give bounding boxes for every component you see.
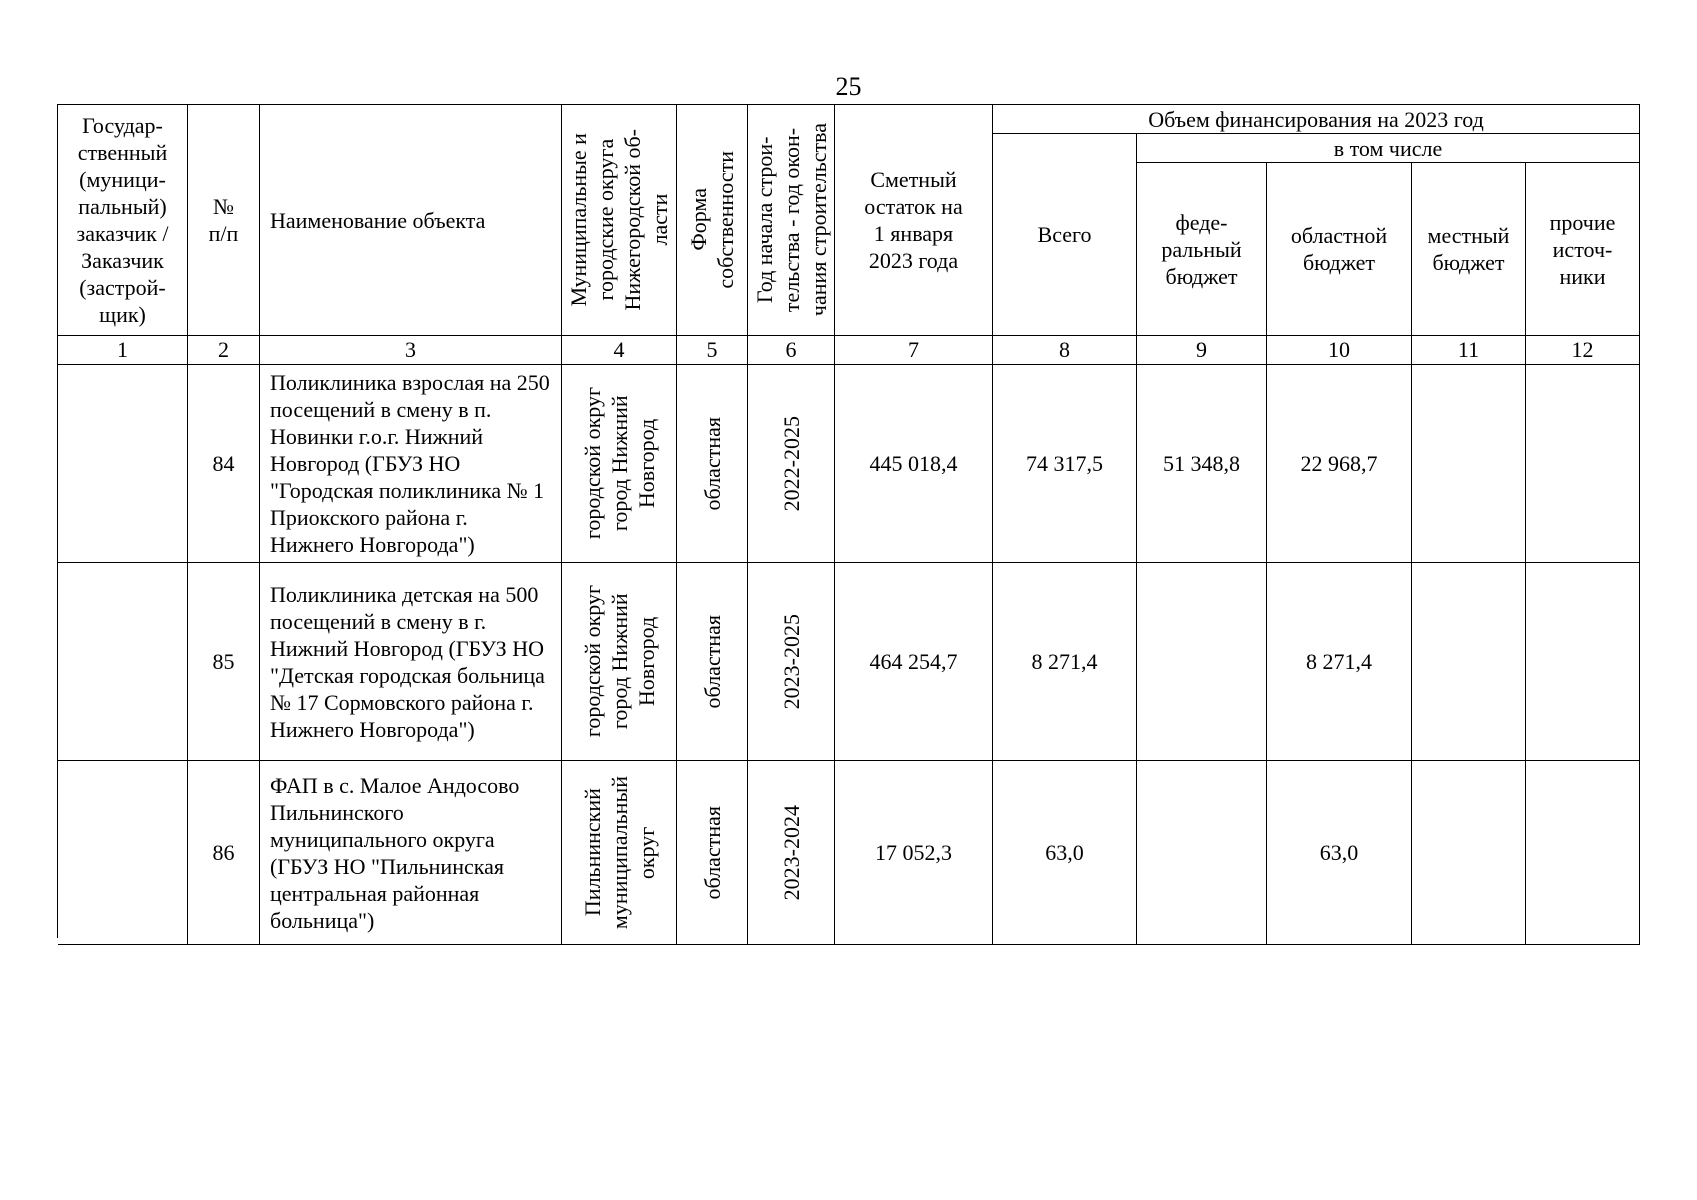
row-84-total: 74 317,5: [993, 365, 1137, 563]
row-84-regional: 22 968,7: [1267, 365, 1412, 563]
column-number: 3: [260, 336, 562, 365]
row-86-regional: 63,0: [1267, 761, 1412, 945]
row-86-object-name: ФАП в с. Малое Андосово Пильнинского муниципального округа (ГБУЗ НО "Пильнинская центральная районная больница"): [260, 761, 562, 945]
row-85-object-name: Поликлиника детская на 500 посещений в смену в г. Нижний Новгород (ГБУЗ НО "Детская городская больница № 17 Сормовского района г. Нижнего Новгорода"): [260, 563, 562, 761]
financing-table: [57, 104, 1640, 938]
column-number: 4: [562, 336, 677, 365]
column-number: 2: [188, 336, 260, 365]
header-years-text: Год начала строи- тельства - год окон- чания строительства: [751, 123, 831, 317]
header-number: № п/п: [188, 105, 260, 336]
column-number: 8: [993, 336, 1137, 365]
row-85-total: 8 271,4: [993, 563, 1137, 761]
row-86-ownership: [677, 761, 748, 945]
row-86-years-text: 2023-2024: [778, 804, 804, 901]
row-86-estimate-remainder: 17 052,3: [835, 761, 993, 945]
row-84-local: [1412, 365, 1526, 563]
row-86-total: 63,0: [993, 761, 1137, 945]
row-84-ownership-text: областная: [699, 416, 725, 511]
row-86-ownership-text: областная: [699, 805, 725, 900]
row-85-federal: [1137, 563, 1267, 761]
row-84-customer: [58, 365, 188, 563]
row-84-number: 84: [188, 365, 260, 563]
row-85-customer: [58, 563, 188, 761]
row-86-years: [748, 761, 835, 945]
row-84-federal: 51 348,8: [1137, 365, 1267, 563]
row-84-years-text: 2022-2025: [778, 415, 804, 512]
row-85-regional: 8 271,4: [1267, 563, 1412, 761]
header-ownership: [677, 105, 748, 336]
row-85-estimate-remainder: 464 254,7: [835, 563, 993, 761]
row-85-ownership-text: областная: [699, 614, 725, 709]
row-84-municipality-text: городской округ город Нижний Новгород: [579, 387, 659, 540]
row-85-other: [1526, 563, 1640, 761]
row-84-municipality: [562, 365, 677, 563]
row-86-other: [1526, 761, 1640, 945]
header-ownership-text: Форма собственности: [686, 151, 738, 289]
column-number: 12: [1526, 336, 1640, 365]
page-number: 25: [835, 72, 862, 101]
header-total: Всего: [993, 134, 1137, 336]
row-84-estimate-remainder: 445 018,4: [835, 365, 993, 563]
row-85-municipality: [562, 563, 677, 761]
header-municipality: [562, 105, 677, 336]
row-84-years: [748, 365, 835, 563]
header-regional: областной бюджет: [1267, 163, 1412, 336]
row-86-local: [1412, 761, 1526, 945]
row-86-municipality: [562, 761, 677, 945]
header-estimate-remainder: Сметный остаток на 1 января 2023 года: [835, 105, 993, 336]
row-86-number: 86: [188, 761, 260, 945]
row-84-object-name: Поликлиника взрослая на 250 посещений в смену в п. Новинки г.о.г. Нижний Новгород (ГБУЗ НО "Городская поликлиника № 1 Приокского района г. Нижнего Новгорода"): [260, 365, 562, 563]
header-municipality-text: Муниципальные и городские округа Нижегородской об- ласти: [566, 129, 672, 311]
row-85-years: [748, 563, 835, 761]
row-86-customer: [58, 761, 188, 945]
column-number: 7: [835, 336, 993, 365]
row-84-other: [1526, 365, 1640, 563]
row-85-local: [1412, 563, 1526, 761]
row-85-municipality-text: городской округ город Нижний Новгород: [579, 585, 659, 738]
header-financing-group: Объем финансирования на 2023 год: [993, 105, 1640, 134]
column-number: 9: [1137, 336, 1267, 365]
column-number: 1: [58, 336, 188, 365]
header-local: местный бюджет: [1412, 163, 1526, 336]
row-86-municipality-text: Пильнинский муниципальный округ: [579, 775, 659, 930]
row-85-ownership: [677, 563, 748, 761]
row-85-years-text: 2023-2025: [778, 613, 804, 710]
column-number: 11: [1412, 336, 1526, 365]
header-federal: феде- ральный бюджет: [1137, 163, 1267, 336]
header-object-name: Наименование объекта: [260, 105, 562, 336]
column-number: 5: [677, 336, 748, 365]
column-number: 6: [748, 336, 835, 365]
header-customer: Государ- ственный (муници- пальный) заказчик / Заказчик (застрой- щик): [58, 105, 188, 336]
row-85-number: 85: [188, 563, 260, 761]
header-other: прочие источ- ники: [1526, 163, 1640, 336]
header-including: в том числе: [1137, 134, 1640, 163]
row-84-ownership: [677, 365, 748, 563]
header-years: [748, 105, 835, 336]
column-number: 10: [1267, 336, 1412, 365]
row-86-federal: [1137, 761, 1267, 945]
